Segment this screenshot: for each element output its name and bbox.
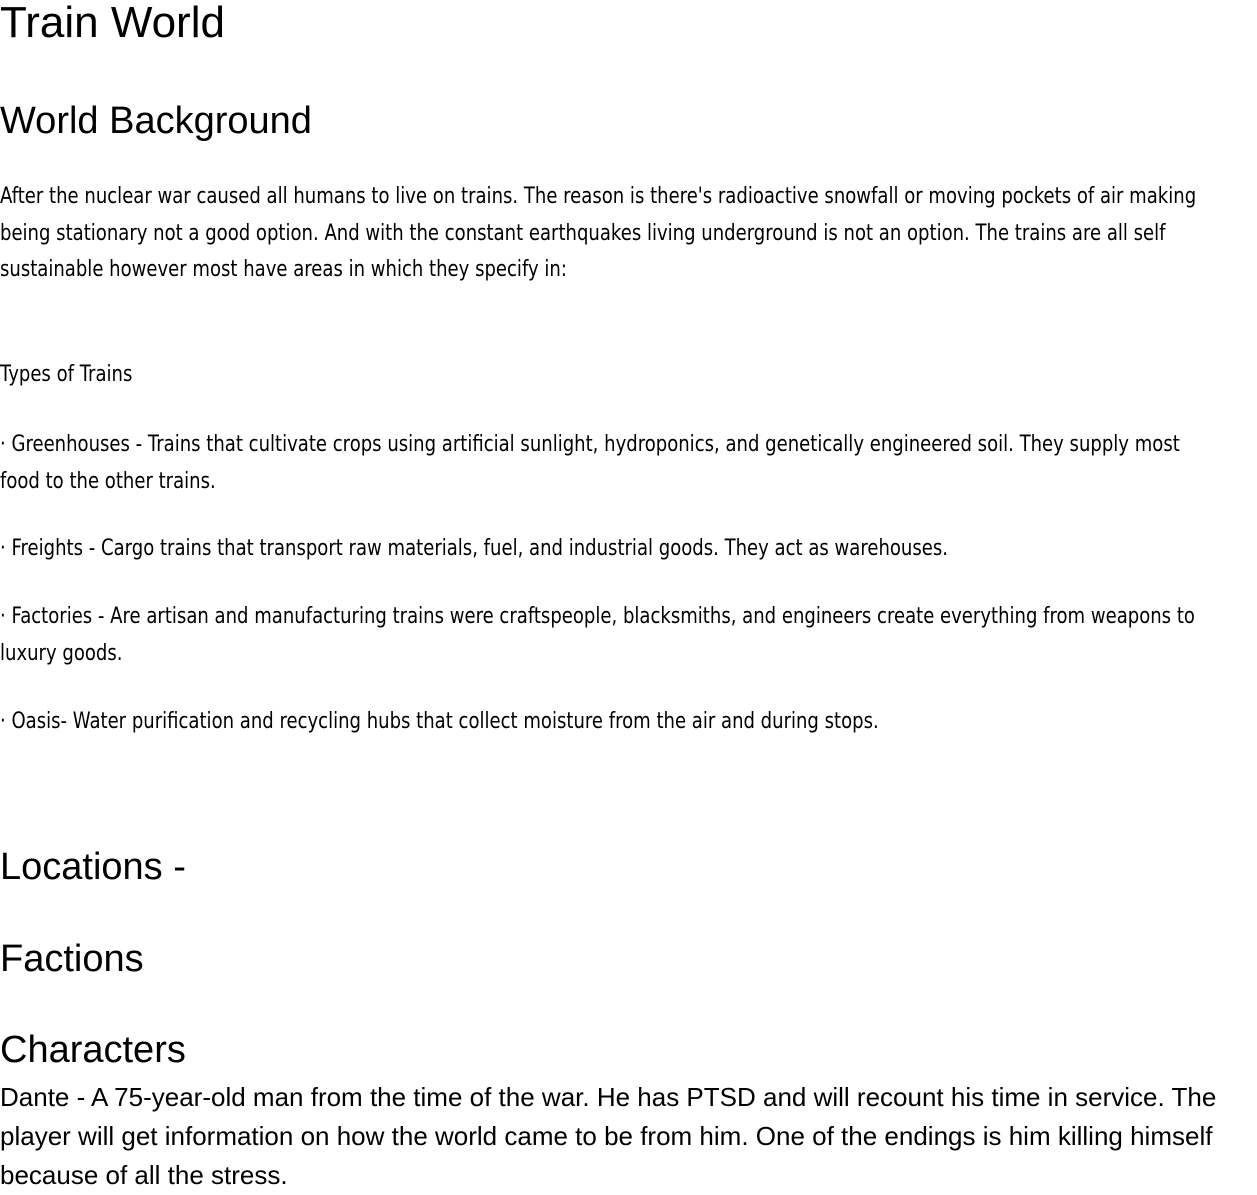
types-of-trains-heading: Types of Trains — [0, 362, 133, 387]
world-background-intro: After the nuclear war caused all humans to live on trains. The reason is there's radioactive snowfall or moving pockets of air making being stationary not a good option. And with the constant earthquakes living underground is not an option. The trains are all self sustainable however most have areas in which they specify in: — [0, 184, 1197, 282]
world-background-heading: World Background — [0, 100, 312, 142]
character-entry-dante: Dante - A 75-year-old man from the time of the war. He has PTSD and will recount his time in service. The player will get information on how the world came to be from him. One of the endings is him killing himself because of all the stress. — [0, 1082, 1217, 1190]
train-type-freights: · Freights - Cargo trains that transport raw materials, fuel, and industrial goods. They act as warehouses. — [0, 536, 948, 561]
train-type-factories: · Factories - Are artisan and manufacturing trains were craftspeople, blacksmiths, and engineers create everything from weapons to luxury goods. — [0, 604, 1195, 666]
characters-heading: Characters — [0, 1029, 186, 1071]
document-title: Train World — [0, 0, 225, 47]
factions-heading: Factions — [0, 938, 144, 980]
train-type-oasis: · Oasis- Water purification and recycling hubs that collect moisture from the air and during stops. — [0, 709, 879, 734]
locations-heading: Locations - — [0, 846, 186, 888]
train-type-greenhouses: · Greenhouses - Trains that cultivate crops using artificial sunlight, hydroponics, and genetically engineered soil. They supply most food to the other trains. — [0, 432, 1180, 494]
